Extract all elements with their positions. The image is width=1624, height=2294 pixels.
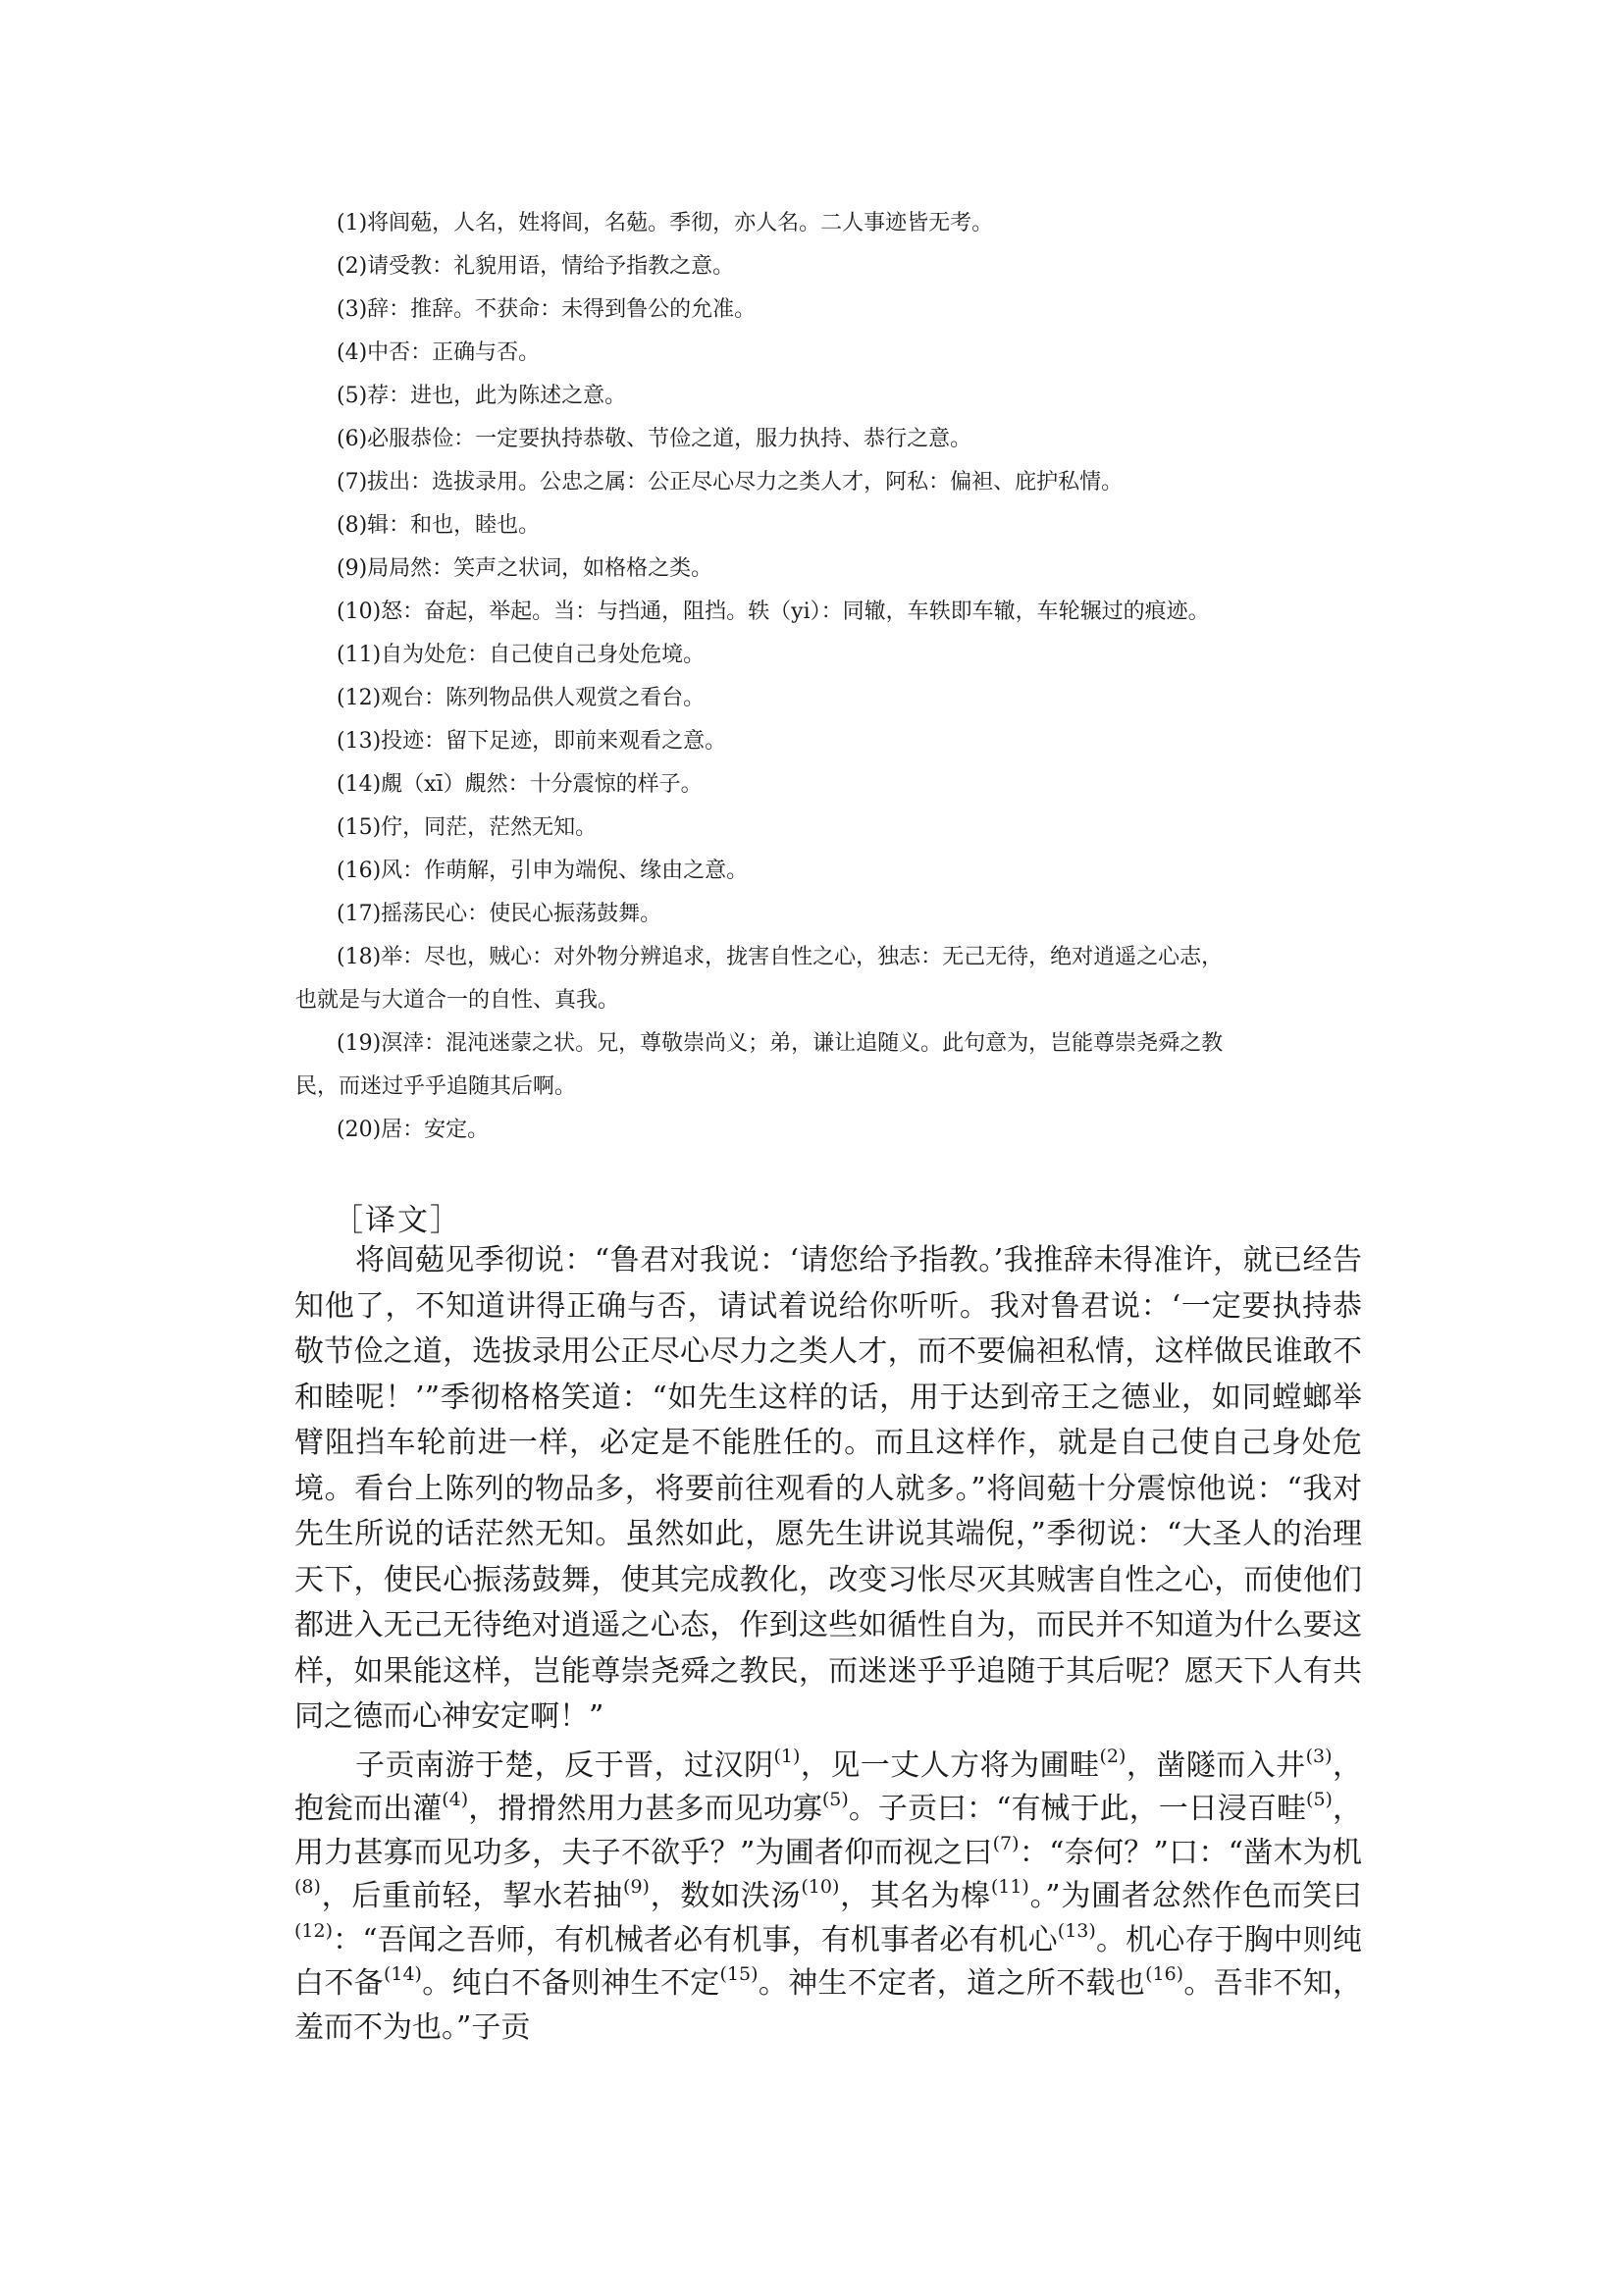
- translation-paragraph: 将闾葂见季彻说：“鲁君对我说：‘请您给予指教。’我推辞未得准许，就已经告知他了，不知道讲得正确与否，请试着说给你听听。我对鲁君说：‘一定要执持恭敬节俭之道，选拔录用公正尽心尽力之类人才，而不要偏袒私情，这样做民谁敢不和睦呢！’”季彻格格笑道：“如先生这样的话，用于达到帝王之德业，如同螳螂举臂阻挡车轮前进一样，必定是不能胜任的。而且这样作，就是自己使自己身处危境。看台上陈列的物品多，将要前往观看的人就多。”将闾葂十分震惊他说：“我对先生所说的话茫然无知。虽然如此，愿先生讲说其端倪，”季彻说：“大圣人的治理天下，使民心振荡鼓舞，使其完成教化，改变习怅尽灭其贼害自性之心，而使他们都进入无己无待绝对逍遥之心态，作到这些如循性自为，而民并不知道为什么要这样，如果能这样，岂能尊崇尧舜之教民，而迷迷乎乎追随于其后呢？愿天下人有共同之德而心神安定啊！”: [294, 1243, 1362, 1734]
- text-segment: ，凿隧而入井: [1126, 1747, 1306, 1783]
- note-item: [295, 936, 1357, 1022]
- note-number: (15): [337, 815, 382, 840]
- footnote-marker: (10): [801, 1876, 840, 1898]
- note-number: (18): [337, 945, 382, 969]
- note-item: [337, 720, 1357, 763]
- note-text: 观台：陈列物品供人观赏之看台。: [381, 686, 706, 710]
- text-segment: 。吾非不知，羞而不为也。”子贡: [294, 1966, 1363, 2045]
- text-segment: ，见一丈人方将为圃畦: [800, 1747, 1100, 1783]
- footnote-marker: (12): [294, 1919, 334, 1942]
- note-text: 举：尽也，贼心：对外物分辨追求，拢害自性之心，独志：无己无待，绝对逍遥之心志，: [381, 945, 1224, 969]
- note-text: 投迹：留下足迹，即前来观看之意。: [381, 729, 727, 754]
- note-text: 荐：进也，此为陈述之意。: [367, 384, 627, 408]
- note-number: (2): [337, 254, 368, 279]
- footnote-marker: (11): [990, 1876, 1029, 1898]
- note-item: [337, 591, 1357, 634]
- note-number: (9): [337, 556, 368, 581]
- note-number: (19): [337, 1031, 382, 1056]
- note-text: 摇荡民心：使民心振荡鼓舞。: [381, 902, 662, 926]
- note-item: [337, 418, 1357, 461]
- text-segment: 。纯白不备则神生不定: [421, 1966, 720, 2001]
- text-segment: 。神生不定者，道之所不载也: [758, 1966, 1146, 2001]
- note-number: (20): [337, 1118, 382, 1142]
- note-number: (14): [337, 772, 382, 797]
- footnote-marker: (1): [773, 1745, 801, 1767]
- note-number: (13): [337, 729, 382, 754]
- footnote-marker: (15): [719, 1963, 759, 1985]
- note-item: [337, 245, 1357, 288]
- note-item: [337, 202, 1357, 245]
- footnote-marker: (14): [383, 1963, 422, 1985]
- note-item: [337, 375, 1357, 418]
- note-number: (8): [337, 513, 368, 538]
- note-number: (7): [337, 470, 368, 495]
- note-number: (12): [337, 686, 382, 710]
- note-number: (6): [337, 427, 368, 451]
- note-item: [337, 504, 1357, 547]
- footnote-marker: (8): [294, 1876, 321, 1898]
- text-segment: 。”为圃者忿然作色而笑曰: [1028, 1879, 1363, 1913]
- note-item: [295, 1022, 1357, 1109]
- footnote-marker: (7): [992, 1832, 1020, 1854]
- note-number: (3): [337, 297, 368, 322]
- text-segment: 子贡南游于楚，反于晋，过汉阴: [355, 1747, 774, 1783]
- footnote-marker: (13): [1057, 1919, 1096, 1942]
- footnote-marker: (3): [1305, 1745, 1333, 1767]
- footnote-marker: (5): [1306, 1789, 1333, 1810]
- note-item: [337, 461, 1357, 504]
- note-text: 必服恭俭：一定要执持恭敬、节俭之道，服力执持、恭行之意。: [367, 427, 972, 451]
- note-text: 辞：推辞。不获命：未得到鲁公的允准。: [367, 297, 757, 322]
- note-item: [337, 807, 1357, 850]
- annotation-notes: [295, 202, 1357, 1152]
- original-text-paragraph: [294, 1745, 1362, 2051]
- note-item: [337, 763, 1357, 807]
- note-item: [337, 850, 1357, 893]
- note-text: 覤（xī）覤然：十分震惊的样子。: [381, 772, 703, 797]
- text-segment: ，抱瓮而出灌: [294, 1747, 1363, 1826]
- note-item: [337, 1109, 1357, 1152]
- note-item: [337, 677, 1357, 720]
- note-number: (5): [337, 384, 368, 408]
- note-text: 佇，同茫，茫然无知。: [381, 815, 598, 840]
- note-text: 溟涬：混沌迷蒙之状。兄，尊敬崇尚义；弟，谦让追随义。此句意为，岂能尊崇尧舜之教: [381, 1031, 1224, 1056]
- note-text-continued: 民，而迷过乎乎追随其后啊。: [295, 1074, 577, 1099]
- footnote-marker: (16): [1145, 1963, 1184, 1985]
- note-number: (11): [337, 643, 382, 667]
- text-segment: ：“奈何？”口：“凿木为机: [1019, 1835, 1362, 1870]
- note-text-continued: 也就是与大道合一的自性、真我。: [295, 988, 620, 1013]
- note-text: 拔出：选拔录用。公忠之属：公正尽心尽力之类人才，阿私：偏袒、庇护私情。: [367, 470, 1124, 495]
- note-number: (1): [337, 211, 368, 235]
- body-text: [294, 1238, 1362, 2050]
- footnote-marker: (4): [442, 1789, 469, 1810]
- note-text: 自为处危：自己使自己身处危境。: [381, 643, 706, 667]
- note-text: 居：安定。: [381, 1118, 490, 1142]
- text-segment: 。子贡曰：“有械于此，一日浸百畦: [848, 1792, 1307, 1826]
- text-segment: ：“吾闻之吾师，有机械者必有机事，有机事者必有机心: [333, 1922, 1058, 1957]
- text-segment: ，数如泆汤: [649, 1879, 802, 1913]
- note-item: [337, 288, 1357, 332]
- note-text: 辑：和也，睦也。: [367, 513, 541, 538]
- footnote-marker: (9): [623, 1876, 650, 1898]
- note-item: [337, 634, 1357, 677]
- note-number: (4): [337, 340, 368, 365]
- note-text: 中否：正确与否。: [367, 340, 541, 365]
- note-text: 请受教：礼貌用语，情给予指教之意。: [367, 254, 735, 279]
- note-item: [337, 893, 1357, 936]
- note-text: 风：作萌解，引申为端倪、缘由之意。: [381, 859, 749, 883]
- note-text: 局局然：笑声之状词，如格格之类。: [367, 556, 713, 581]
- text-segment: ，搰搰然用力甚多而见功寡: [468, 1792, 822, 1826]
- text-segment: 。机心存于胸中则纯白不备: [294, 1922, 1363, 2001]
- text-segment: ，后重前轻，挈水若抽: [320, 1879, 624, 1913]
- note-text: 将闾葂，人名，姓将闾，名葂。季彻，亦人名。二人事迹皆无考。: [367, 211, 994, 235]
- text-segment: ，用力甚寡而见功多，夫子不欲乎？”为圃者仰而视之曰: [294, 1792, 1363, 1870]
- translation-heading: ［译文］: [333, 1203, 462, 1238]
- note-text: 怒：奋起，举起。当：与挡通，阻挡。轶（yi）：同辙，车轶即车辙，车轮辗过的痕迹。: [381, 600, 1210, 624]
- note-number: (16): [337, 859, 382, 883]
- text-segment: ，其名为槔: [839, 1879, 991, 1913]
- note-number: (10): [337, 600, 382, 624]
- note-item: [337, 332, 1357, 375]
- note-item: [337, 547, 1357, 591]
- footnote-marker: (5): [821, 1789, 849, 1810]
- note-number: (17): [337, 902, 382, 926]
- footnote-marker: (2): [1099, 1745, 1126, 1767]
